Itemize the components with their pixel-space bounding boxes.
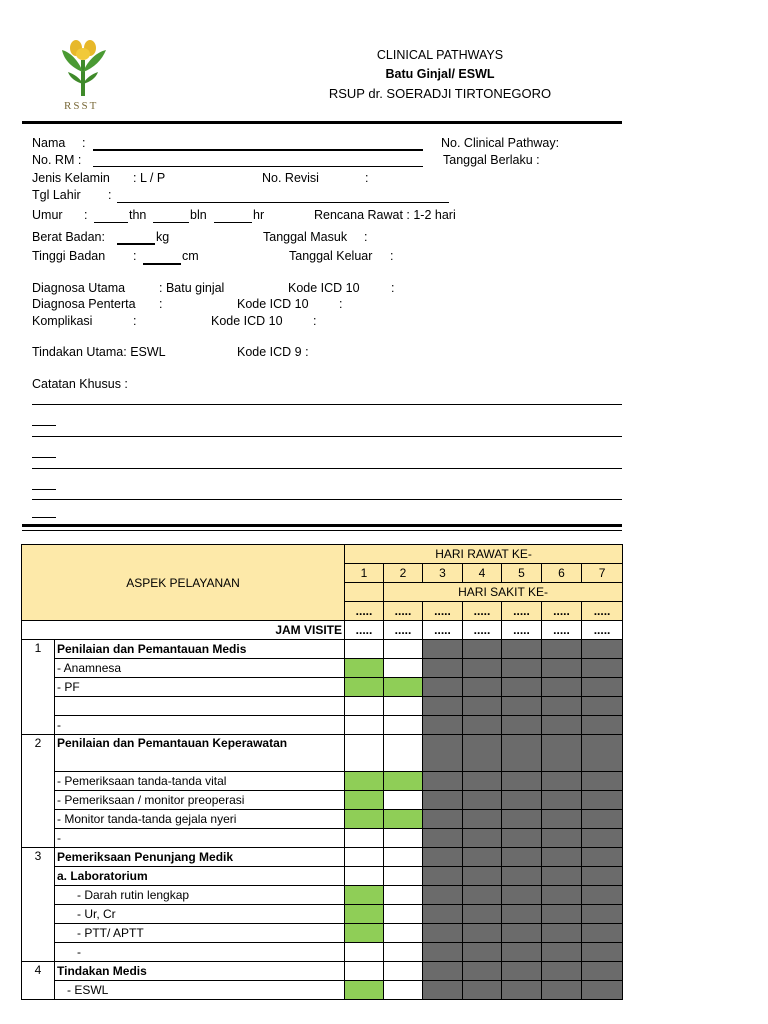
day-cell-5[interactable] xyxy=(502,943,542,962)
nama-colon: : xyxy=(82,136,86,150)
tgl-lahir-label: Tgl Lahir xyxy=(32,188,81,202)
umur-hr-field[interactable] xyxy=(214,222,252,223)
day-cell-2[interactable] xyxy=(384,829,423,848)
row-number xyxy=(22,924,55,943)
day-cell-6[interactable] xyxy=(542,697,582,716)
nama-field[interactable] xyxy=(93,149,423,151)
day-cell-1[interactable] xyxy=(345,791,384,810)
row-number: 2 xyxy=(22,735,55,772)
day-cell-3[interactable] xyxy=(423,772,463,791)
row-number: 4 xyxy=(22,962,55,981)
hari-sakit-value-6[interactable]: ..... xyxy=(542,602,582,621)
day-cell-3[interactable] xyxy=(423,829,463,848)
berat-badan-label: Berat Badan: xyxy=(32,230,105,244)
day-cell-1[interactable] xyxy=(345,810,384,829)
umur-thn-field[interactable] xyxy=(94,222,128,223)
day-cell-3[interactable] xyxy=(423,659,463,678)
catatan-dash-4 xyxy=(32,517,56,518)
day-cell-7[interactable] xyxy=(582,848,623,867)
day-cell-2[interactable] xyxy=(384,981,423,1000)
day-cell-1[interactable] xyxy=(345,981,384,1000)
jam-visite-value-2[interactable]: ..... xyxy=(384,621,423,640)
day-cell-7[interactable] xyxy=(582,716,623,735)
day-cell-2[interactable] xyxy=(384,716,423,735)
hari-rawat-header: HARI RAWAT KE- xyxy=(345,545,623,564)
table-row xyxy=(22,716,623,735)
row-number xyxy=(22,829,55,848)
row-label: Tindakan Medis xyxy=(55,962,345,981)
row-number xyxy=(22,810,55,829)
day-cell-3[interactable] xyxy=(423,678,463,697)
day-cell-7[interactable] xyxy=(582,981,623,1000)
catatan-khusus-label: Catatan Khusus : xyxy=(32,377,128,391)
day-cell-1[interactable] xyxy=(345,772,384,791)
tgl-masuk-label: Tanggal Masuk xyxy=(263,230,348,244)
day-cell-1[interactable] xyxy=(345,867,384,886)
day-cell-3[interactable] xyxy=(423,981,463,1000)
catatan-line-3[interactable] xyxy=(32,468,622,469)
day-cell-7[interactable] xyxy=(582,943,623,962)
komplikasi-icd-label: Kode ICD 10 xyxy=(211,314,283,328)
komplikasi-icd-colon: : xyxy=(313,314,317,328)
row-number xyxy=(22,678,55,697)
day-cell-3[interactable] xyxy=(423,886,463,905)
day-cell-5[interactable] xyxy=(502,829,542,848)
day-cell-7[interactable] xyxy=(582,810,623,829)
day-cell-2[interactable] xyxy=(384,678,423,697)
day-cell-6[interactable] xyxy=(542,772,582,791)
row-label: Penilaian dan Pemantauan Medis xyxy=(55,640,345,659)
day-header-1: 1 xyxy=(345,564,384,583)
diagnosa-utama-label: Diagnosa Utama xyxy=(32,281,126,295)
day-cell-1[interactable] xyxy=(345,640,384,659)
day-header-3: 3 xyxy=(423,564,463,583)
nama-label: Nama xyxy=(32,136,66,150)
day-header-5: 5 xyxy=(502,564,542,583)
day-cell-6[interactable] xyxy=(542,640,582,659)
day-cell-1[interactable] xyxy=(345,716,384,735)
row-number xyxy=(22,981,55,1000)
row-label xyxy=(55,697,345,716)
day-cell-7[interactable] xyxy=(582,962,623,981)
table-row xyxy=(22,962,623,981)
jam-visite-label: JAM VISITE xyxy=(22,621,345,640)
row-label: - ESWL xyxy=(55,981,345,1000)
day-cell-7[interactable] xyxy=(582,905,623,924)
day-cell-1[interactable] xyxy=(345,678,384,697)
day-cell-7[interactable] xyxy=(582,867,623,886)
jenis-kelamin-label: Jenis Kelamin xyxy=(32,171,110,185)
diagnosa-utama-value: : Batu ginjal xyxy=(159,281,225,295)
row-label: a. Laboratorium xyxy=(55,867,345,886)
kg-unit: kg xyxy=(156,230,170,244)
logo-text: RSST xyxy=(64,100,99,112)
tgl-masuk-colon: : xyxy=(364,230,368,244)
day-cell-3[interactable] xyxy=(423,810,463,829)
row-number: 3 xyxy=(22,848,55,867)
komplikasi-label: Komplikasi xyxy=(32,314,93,328)
day-cell-2[interactable] xyxy=(384,659,423,678)
table-row xyxy=(22,867,623,886)
day-cell-1[interactable] xyxy=(345,886,384,905)
day-cell-6[interactable] xyxy=(542,886,582,905)
table-row xyxy=(22,924,623,943)
day-cell-6[interactable] xyxy=(542,962,582,981)
row-label: - Anamnesa xyxy=(55,659,345,678)
hari-sakit-value-7[interactable]: ..... xyxy=(582,602,623,621)
doc-subtitle: Batu Ginjal/ ESWL xyxy=(385,67,495,81)
day-cell-5[interactable] xyxy=(502,640,542,659)
table-row xyxy=(22,640,623,659)
day-cell-5[interactable] xyxy=(502,772,542,791)
table-row xyxy=(22,848,623,867)
day-cell-4[interactable] xyxy=(463,905,502,924)
row-number xyxy=(22,886,55,905)
table-row xyxy=(22,659,623,678)
catatan-line-4[interactable] xyxy=(32,499,622,500)
row-label: - Pemeriksaan / monitor preoperasi xyxy=(55,791,345,810)
day-cell-5[interactable] xyxy=(502,697,542,716)
row-number xyxy=(22,772,55,791)
tinggi-badan-field[interactable] xyxy=(143,263,181,265)
table-row xyxy=(22,810,623,829)
tgl-keluar-colon: : xyxy=(390,249,394,263)
day-cell-1[interactable] xyxy=(345,943,384,962)
day-cell-6[interactable] xyxy=(542,943,582,962)
day-cell-1[interactable] xyxy=(345,848,384,867)
jam-visite-value-6[interactable]: ..... xyxy=(542,621,582,640)
day-cell-2[interactable] xyxy=(384,810,423,829)
table-row xyxy=(22,791,623,810)
row-label: Penilaian dan Pemantauan Keperawatan xyxy=(55,735,345,772)
row-label: - xyxy=(55,943,345,962)
day-cell-4[interactable] xyxy=(463,810,502,829)
diagnosa-utama-icd-colon: : xyxy=(391,281,395,295)
day-cell-4[interactable] xyxy=(463,981,502,1000)
row-number xyxy=(22,905,55,924)
day-cell-6[interactable] xyxy=(542,810,582,829)
umur-label: Umur xyxy=(32,208,63,222)
row-label: - PTT/ APTT xyxy=(55,924,345,943)
day-cell-1[interactable] xyxy=(345,905,384,924)
diagnosa-penterta-icd-label: Kode ICD 10 xyxy=(237,297,309,311)
day-cell-3[interactable] xyxy=(423,735,463,772)
section-divider-2 xyxy=(22,530,622,531)
day-cell-7[interactable] xyxy=(582,791,623,810)
day-cell-6[interactable] xyxy=(542,678,582,697)
day-cell-3[interactable] xyxy=(423,640,463,659)
no-rm-field[interactable] xyxy=(93,166,423,167)
diagnosa-penterta-label: Diagnosa Penterta xyxy=(32,297,136,311)
day-header-4: 4 xyxy=(463,564,502,583)
day-cell-4[interactable] xyxy=(463,678,502,697)
day-cell-1[interactable] xyxy=(345,659,384,678)
hari-sakit-value-4[interactable]: ..... xyxy=(463,602,502,621)
table-row xyxy=(22,697,623,716)
no-cp-label: No. Clinical Pathway: xyxy=(441,136,560,150)
hari-sakit-value-5[interactable]: ..... xyxy=(502,602,542,621)
day-cell-5[interactable] xyxy=(502,867,542,886)
day-cell-6[interactable] xyxy=(542,716,582,735)
day-cell-4[interactable] xyxy=(463,943,502,962)
day-cell-5[interactable] xyxy=(502,791,542,810)
umur-bln-field[interactable] xyxy=(153,222,189,223)
row-label: - Ur, Cr xyxy=(55,905,345,924)
tindakan-icd9-label: Kode ICD 9 : xyxy=(237,345,309,359)
day-cell-3[interactable] xyxy=(423,716,463,735)
day-cell-7[interactable] xyxy=(582,735,623,772)
jam-visite-value-1[interactable]: ..... xyxy=(345,621,384,640)
day-cell-4[interactable] xyxy=(463,962,502,981)
day-cell-3[interactable] xyxy=(423,943,463,962)
day-header-6: 6 xyxy=(542,564,582,583)
jam-visite-value-7[interactable]: ..... xyxy=(582,621,623,640)
row-number xyxy=(22,791,55,810)
hospital-name: RSUP dr. SOERADJI TIRTONEGORO xyxy=(328,86,552,101)
jam-visite-value-4[interactable]: ..... xyxy=(463,621,502,640)
day-cell-5[interactable] xyxy=(502,716,542,735)
day-cell-5[interactable] xyxy=(502,735,542,772)
day-cell-4[interactable] xyxy=(463,867,502,886)
diagnosa-utama-icd-label: Kode ICD 10 xyxy=(288,281,360,295)
catatan-line-1[interactable] xyxy=(32,404,622,405)
day-cell-6[interactable] xyxy=(542,659,582,678)
table-row xyxy=(22,981,623,1000)
day-cell-5[interactable] xyxy=(502,659,542,678)
day-cell-5[interactable] xyxy=(502,981,542,1000)
day-header-7: 7 xyxy=(582,564,623,583)
day-cell-4[interactable] xyxy=(463,924,502,943)
day-cell-1[interactable] xyxy=(345,735,384,772)
day-cell-3[interactable] xyxy=(423,962,463,981)
day-cell-2[interactable] xyxy=(384,886,423,905)
day-cell-3[interactable] xyxy=(423,697,463,716)
day-cell-4[interactable] xyxy=(463,791,502,810)
day-cell-6[interactable] xyxy=(542,735,582,772)
row-label: Pemeriksaan Penunjang Medik xyxy=(55,848,345,867)
day-cell-4[interactable] xyxy=(463,659,502,678)
day-cell-4[interactable] xyxy=(463,829,502,848)
tgl-lahir-colon: : xyxy=(108,188,112,202)
hari-sakit-value-2[interactable]: ..... xyxy=(384,602,423,621)
day-cell-2[interactable] xyxy=(384,848,423,867)
day-cell-5[interactable] xyxy=(502,678,542,697)
day-cell-7[interactable] xyxy=(582,678,623,697)
day-cell-1[interactable] xyxy=(345,829,384,848)
thn-unit: thn xyxy=(129,208,147,222)
day-cell-2[interactable] xyxy=(384,697,423,716)
day-cell-6[interactable] xyxy=(542,924,582,943)
day-cell-3[interactable] xyxy=(423,905,463,924)
table-row xyxy=(22,886,623,905)
catatan-line-2[interactable] xyxy=(32,436,622,437)
day-cell-7[interactable] xyxy=(582,886,623,905)
row-number xyxy=(22,659,55,678)
row-label: - Monitor tanda-tanda gejala nyeri xyxy=(55,810,345,829)
day-cell-3[interactable] xyxy=(423,791,463,810)
pathway-table xyxy=(21,544,623,1000)
table-row xyxy=(22,735,623,772)
section-divider-1 xyxy=(22,524,622,527)
day-header-2: 2 xyxy=(384,564,423,583)
day-cell-4[interactable] xyxy=(463,772,502,791)
catatan-dash-1 xyxy=(32,425,56,426)
day-cell-7[interactable] xyxy=(582,924,623,943)
doc-title: CLINICAL PATHWAYS xyxy=(376,48,504,62)
tinggi-badan-colon: : xyxy=(133,249,137,263)
rencana-rawat: Rencana Rawat : 1-2 hari xyxy=(314,208,456,222)
jenis-kelamin-value[interactable]: : L / P xyxy=(133,171,166,185)
umur-colon: : xyxy=(84,208,88,222)
day-cell-4[interactable] xyxy=(463,640,502,659)
table-row xyxy=(22,943,623,962)
row-label: - xyxy=(55,716,345,735)
day-cell-2[interactable] xyxy=(384,962,423,981)
hari-sakit-header: HARI SAKIT KE- xyxy=(384,583,623,602)
table-row xyxy=(22,772,623,791)
row-label: - Darah rutin lengkap xyxy=(55,886,345,905)
day-cell-2[interactable] xyxy=(384,905,423,924)
day-cell-4[interactable] xyxy=(463,697,502,716)
hari-sakit-value-3[interactable]: ..... xyxy=(423,602,463,621)
day-cell-7[interactable] xyxy=(582,659,623,678)
day-cell-3[interactable] xyxy=(423,924,463,943)
row-label: - PF xyxy=(55,678,345,697)
cm-unit: cm xyxy=(182,249,199,263)
day-cell-6[interactable] xyxy=(542,848,582,867)
catatan-dash-2 xyxy=(32,457,56,458)
hari-sakit-spacer xyxy=(345,583,384,602)
day-cell-1[interactable] xyxy=(345,924,384,943)
day-cell-5[interactable] xyxy=(502,924,542,943)
row-label: - Pemeriksaan tanda-tanda vital xyxy=(55,772,345,791)
hospital-logo xyxy=(52,38,118,118)
day-cell-7[interactable] xyxy=(582,829,623,848)
catatan-dash-3 xyxy=(32,489,56,490)
rsst-tree-logo xyxy=(52,38,118,100)
row-number xyxy=(22,943,55,962)
day-cell-4[interactable] xyxy=(463,848,502,867)
table-row xyxy=(22,678,623,697)
day-cell-5[interactable] xyxy=(502,810,542,829)
row-number: 1 xyxy=(22,640,55,659)
row-number xyxy=(22,697,55,716)
day-cell-1[interactable] xyxy=(345,962,384,981)
table-row xyxy=(22,905,623,924)
row-number xyxy=(22,716,55,735)
day-cell-6[interactable] xyxy=(542,829,582,848)
header-divider xyxy=(22,121,622,124)
jam-visite-value-5[interactable]: ..... xyxy=(502,621,542,640)
tgl-berlaku-label: Tanggal Berlaku : xyxy=(443,153,540,167)
diagnosa-penterta-colon: : xyxy=(159,297,163,311)
day-cell-5[interactable] xyxy=(502,905,542,924)
day-cell-5[interactable] xyxy=(502,962,542,981)
day-cell-7[interactable] xyxy=(582,697,623,716)
day-cell-5[interactable] xyxy=(502,886,542,905)
day-cell-6[interactable] xyxy=(542,905,582,924)
no-revisi-colon: : xyxy=(365,171,369,185)
bln-unit: bln xyxy=(190,208,207,222)
tindakan-utama: Tindakan Utama: ESWL xyxy=(32,345,166,359)
day-cell-6[interactable] xyxy=(542,981,582,1000)
day-cell-3[interactable] xyxy=(423,848,463,867)
no-rm-label: No. RM : xyxy=(32,153,82,167)
day-cell-2[interactable] xyxy=(384,791,423,810)
day-cell-4[interactable] xyxy=(463,735,502,772)
komplikasi-colon: : xyxy=(133,314,137,328)
hari-sakit-value-1[interactable]: ..... xyxy=(345,602,384,621)
tinggi-badan-label: Tinggi Badan xyxy=(32,249,106,263)
day-cell-3[interactable] xyxy=(423,867,463,886)
aspek-pelayanan-header: ASPEK PELAYANAN xyxy=(22,545,345,621)
day-cell-4[interactable] xyxy=(463,886,502,905)
tgl-keluar-label: Tanggal Keluar xyxy=(289,249,373,263)
no-revisi-label: No. Revisi xyxy=(262,171,319,185)
diagnosa-penterta-icd-colon: : xyxy=(339,297,343,311)
day-cell-5[interactable] xyxy=(502,848,542,867)
day-cell-7[interactable] xyxy=(582,772,623,791)
day-cell-1[interactable] xyxy=(345,697,384,716)
day-cell-2[interactable] xyxy=(384,735,423,772)
row-label: - xyxy=(55,829,345,848)
day-cell-2[interactable] xyxy=(384,867,423,886)
hr-unit: hr xyxy=(253,208,265,222)
row-number xyxy=(22,867,55,886)
day-cell-2[interactable] xyxy=(384,943,423,962)
day-cell-2[interactable] xyxy=(384,924,423,943)
day-cell-2[interactable] xyxy=(384,772,423,791)
tgl-lahir-field[interactable] xyxy=(117,202,449,203)
day-cell-2[interactable] xyxy=(384,640,423,659)
jam-visite-value-3[interactable]: ..... xyxy=(423,621,463,640)
berat-badan-field[interactable] xyxy=(117,243,155,245)
table-row xyxy=(22,829,623,848)
day-cell-7[interactable] xyxy=(582,640,623,659)
day-cell-4[interactable] xyxy=(463,716,502,735)
day-cell-6[interactable] xyxy=(542,867,582,886)
day-cell-6[interactable] xyxy=(542,791,582,810)
